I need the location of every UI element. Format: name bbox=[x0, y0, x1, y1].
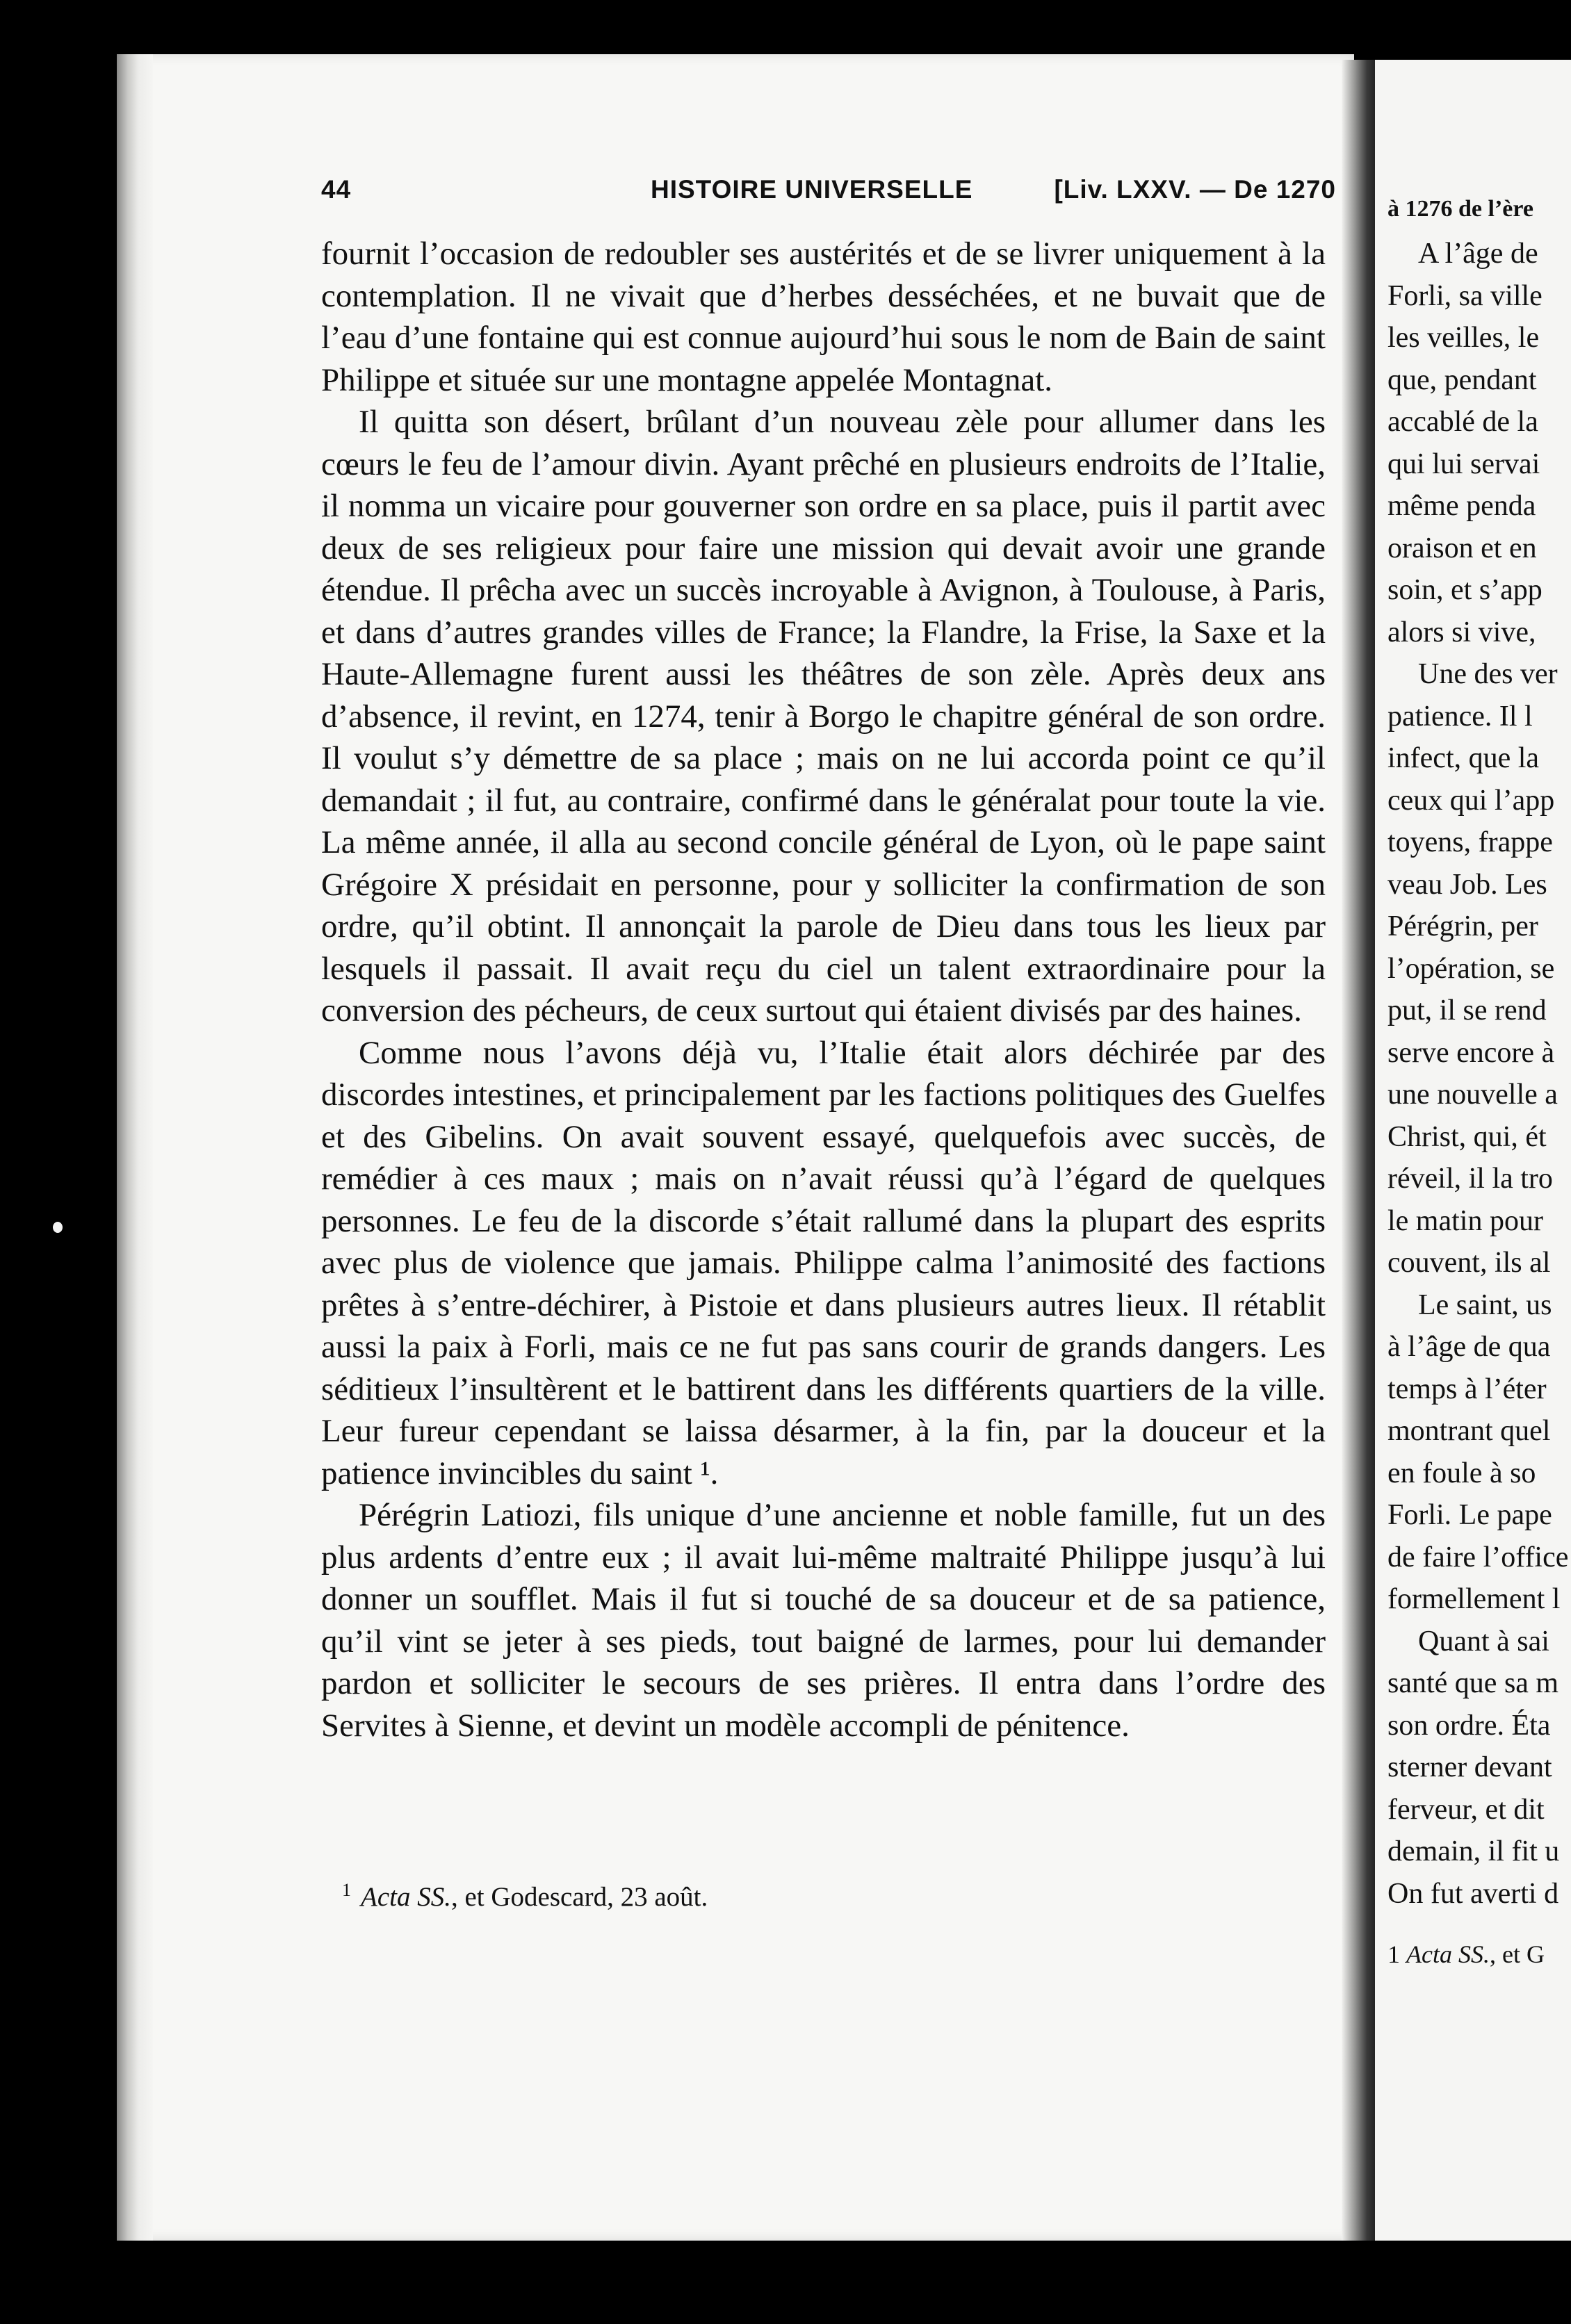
right-page-line: A l’âge de bbox=[1418, 238, 1538, 270]
right-page-line: Christ, qui, ét bbox=[1387, 1120, 1547, 1153]
right-page-line: Pérégrin, per bbox=[1387, 910, 1538, 942]
right-page-line: On fut averti d bbox=[1387, 1877, 1559, 1910]
right-page-line: couvent, ils al bbox=[1387, 1247, 1551, 1279]
right-page-line: soin, et s’app bbox=[1387, 574, 1542, 606]
right-page-line: qui lui servai bbox=[1387, 448, 1540, 480]
right-page-line: patience. Il l bbox=[1387, 700, 1533, 733]
running-title: HISTOIRE UNIVERSELLE bbox=[651, 175, 973, 204]
right-page-line: Le saint, us bbox=[1418, 1288, 1552, 1321]
paragraph: fournit l’occasion de redoubler ses austérités et de se livrer uniquement à la contemplation. Il ne vivait que d’herbes desséchées, et ne buvait que de l’eau d’une fontaine qui est connue aujourd’hui sous le nom de Bain de saint Philippe et située sur une montagne appelée Montagnat. bbox=[321, 236, 1326, 398]
right-page-line: que, pendant bbox=[1387, 363, 1537, 396]
running-book-range: [Liv. LXXV. — De 1270 bbox=[1054, 175, 1336, 204]
right-page-line: temps à l’éter bbox=[1387, 1373, 1547, 1405]
paragraph: Comme nous l’avons déjà vu, l’Italie était alors déchirée par des discordes intestines, et principalement par les factions politiques des Guelfes et des Gibelins. On avait souvent essayé, quelquefois avec succès, de remédier à ces maux ; mais on n’avait réussi qu’à l’égard de quelques personnes. Le feu de la discorde s’était rallumé dans la plupart des esprits avec plus de violence que jamais. Philippe calma l’animosité des factions prêtes à s’entre-déchirer, à Pistoie et dans plusieurs autres lieux. Il rétablit aussi la paix à Forli, mais ce ne fut pas sans courir de grands dangers. Les séditieux l’insultèrent et le battirent dans les différents quartiers de la ville. Leur fureur cependant se laissa désarmer, à la fin, par la douceur et la patience invincibles du saint ¹. bbox=[321, 1034, 1326, 1491]
page-number: 44 bbox=[321, 175, 352, 204]
right-page-text bbox=[1387, 233, 1571, 1915]
right-page-line: ceux qui l’app bbox=[1387, 784, 1555, 817]
right-page bbox=[1375, 60, 1571, 2241]
right-page-line: en foule à so bbox=[1387, 1457, 1536, 1489]
paper-speck bbox=[53, 1222, 63, 1233]
right-running-head: à 1276 de l’ère bbox=[1387, 196, 1533, 222]
right-page-line: santé que sa m bbox=[1387, 1667, 1559, 1699]
right-page-line: accablé de la bbox=[1387, 406, 1538, 438]
right-page-line: serve encore à bbox=[1387, 1036, 1555, 1069]
right-page-line: demain, il fit u bbox=[1387, 1835, 1560, 1867]
right-page-line: Forli, sa ville bbox=[1387, 279, 1542, 312]
paragraph: Pérégrin Latiozi, fils unique d’une ancienne et noble famille, fut un des plus ardents d’entre eux ; il avait lui-même maltraité Philippe jusqu’à lui donner un soufflet. Mais il fut si touché de sa douceur et de sa patience, qu’il vint se jeter à ses pieds, tout baigné de larmes, pour lui demander pardon et solliciter le secours de ses prières. Il entra dans l’ordre des Servites à Sienne, et devint un modèle accompli de pénitence. bbox=[321, 1497, 1326, 1744]
right-page-line: ferveur, et dit bbox=[1387, 1793, 1545, 1826]
footnote-mark: 1 bbox=[1387, 1940, 1400, 1968]
right-page-line: le matin pour bbox=[1387, 1204, 1543, 1237]
right-page-line: Une des ver bbox=[1418, 658, 1558, 690]
page-edge bbox=[117, 54, 153, 2241]
footnote-source: Acta SS. bbox=[361, 1882, 451, 1912]
right-page-line: Quant à sai bbox=[1418, 1625, 1549, 1658]
right-page-line: réveil, il la tro bbox=[1387, 1163, 1553, 1195]
right-page-line: put, il se rend bbox=[1387, 995, 1547, 1026]
book-gutter bbox=[1342, 60, 1378, 2241]
right-page-line: oraison et en bbox=[1387, 532, 1537, 564]
right-page-line: infect, que la bbox=[1387, 742, 1540, 774]
right-page-line: montrant quel bbox=[1387, 1415, 1551, 1447]
right-page-line: sterner devant bbox=[1387, 1751, 1552, 1783]
right-page-line: son ordre. Éta bbox=[1387, 1709, 1551, 1742]
running-header bbox=[321, 175, 1336, 217]
footnote-mark: 1 bbox=[342, 1880, 351, 1900]
footnote-source: Acta SS. bbox=[1406, 1940, 1490, 1968]
body-text bbox=[321, 233, 1326, 1746]
right-page-line: les veilles, le bbox=[1387, 322, 1540, 354]
right-page-line: veau Job. Les bbox=[1387, 868, 1547, 901]
right-page-line: de faire l’office bbox=[1387, 1541, 1569, 1573]
footnote bbox=[342, 1880, 1246, 1913]
right-page-line: l’opération, se bbox=[1387, 952, 1555, 985]
right-page-line: alors si vive, bbox=[1387, 616, 1536, 648]
footnote-text: , et G bbox=[1489, 1940, 1545, 1968]
right-page-line: Forli. Le pape bbox=[1387, 1499, 1552, 1531]
right-footnote bbox=[1387, 1940, 1545, 1969]
right-page-line: à l’âge de qua bbox=[1387, 1331, 1551, 1363]
right-page-line: même penda bbox=[1387, 490, 1536, 522]
footnote-text: , et Godescard, 23 août. bbox=[450, 1882, 708, 1912]
right-page-line: une nouvelle a bbox=[1387, 1079, 1558, 1111]
paragraph: Il quitta son désert, brûlant d’un nouveau zèle pour allumer dans les cœurs le feu de l’amour divin. Ayant prêché en plusieurs endroits de l’Italie, il nomma un vicaire pour gouverner son ordre en sa place, puis il partit avec deux de ses religieux pour faire une mission qui devait avoir une grande étendue. Il prêcha avec un succès incroyable à Avignon, à Toulouse, à Paris, et dans d’autres grandes villes de France; la Flandre, la Frise, la Saxe et la Haute-Allemagne furent aussi les théâtres de son zèle. Après deux ans d’absence, il revint, en 1274, tenir à Borgo le chapitre général de son ordre. Il voulut s’y démettre de sa place ; mais on ne lui accorda point ce qu’il demandait ; il fut, au contraire, confirmé dans le généralat pour toute la vie. La même année, il alla au second concile général de Lyon, où le pape saint Grégoire X présidait en personne, pour y solliciter la confirmation de son ordre, qu’il obtint. Il annonçait la parole de Dieu dans tous les lieux par lesquels il passait. Il avait reçu du ciel un talent extraordinaire pour la conversion des pécheurs, de ceux surtout qui étaient divisés par des haines. bbox=[321, 404, 1326, 1029]
right-page-line: toyens, frappe bbox=[1387, 826, 1553, 858]
right-page-line: formellement l bbox=[1387, 1583, 1561, 1615]
